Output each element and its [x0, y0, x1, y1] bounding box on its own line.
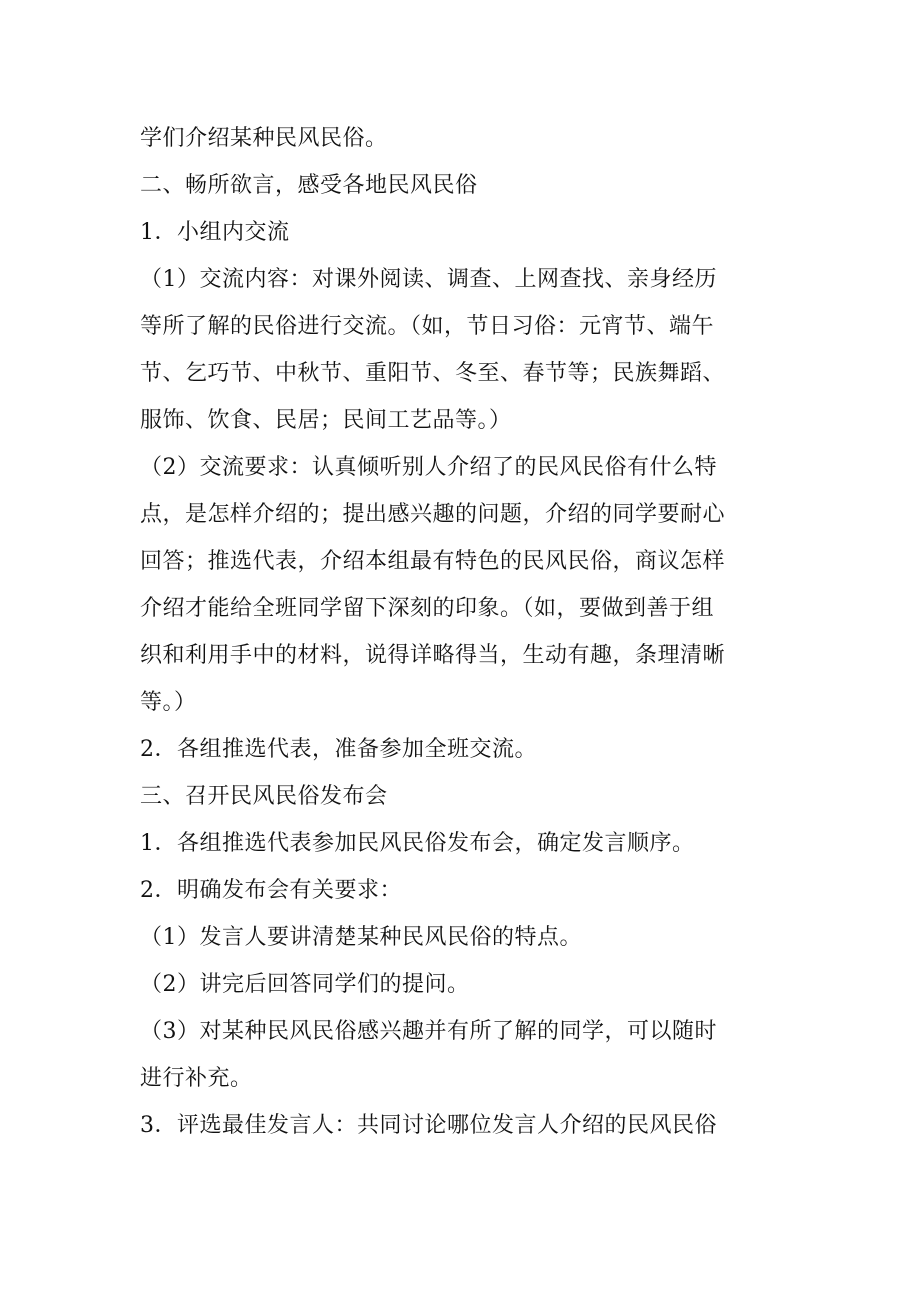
paragraph-line: 节、乞巧节、中秋节、重阳节、冬至、春节等；民族舞蹈、 — [140, 361, 726, 386]
paragraph-line: 等。） — [140, 690, 197, 715]
document-page — [140, 115, 772, 1149]
continuation-line: 学们介绍某种民风民俗。 — [140, 126, 388, 151]
paragraph-line: 回答；推选代表，介绍本组最有特色的民风民俗，商议怎样 — [140, 549, 726, 574]
requirement-3-paragraph — [140, 1008, 772, 1102]
section-heading-3: 三、召开民风民俗发布会 — [140, 784, 388, 809]
item-requirements: 2．明确发布会有关要求： — [140, 878, 402, 903]
paragraph-line: 织和利用手中的材料，说得详略得当，生动有趣，条理清晰 — [140, 643, 726, 668]
paragraph-line: 介绍才能给全班同学留下深刻的印象。（如，要做到善于组 — [140, 596, 715, 621]
paragraph-line: （2）交流要求：认真倾听别人介绍了的民风民俗有什么特 — [140, 455, 717, 480]
requirement-2: （2）讲完后回答同学们的提问。 — [140, 972, 470, 997]
paragraph-line: 等所了解的民俗进行交流。（如，节日习俗：元宵节、端午 — [140, 314, 715, 339]
item-press-conference-order: 1．各组推选代表参加民风民俗发布会，确定发言顺序。 — [140, 831, 695, 856]
requirement-1: （1）发言人要讲清楚某种民风民俗的特点。 — [140, 925, 582, 950]
subheading-group-exchange: 1．小组内交流 — [140, 220, 290, 245]
exchange-requirements-paragraph — [140, 444, 772, 726]
paragraph-line: （1）交流内容：对课外阅读、调查、上网查找、亲身经历 — [140, 267, 717, 292]
paragraph-line: 进行补充。 — [140, 1066, 253, 1091]
section-heading-2: 二、畅所欲言，感受各地民风民俗 — [140, 173, 478, 198]
paragraph-line: （3）对某种民风民俗感兴趣并有所了解的同学，可以随时 — [140, 1019, 717, 1044]
item-best-speaker: 3．评选最佳发言人：共同讨论哪位发言人介绍的民风民俗 — [140, 1113, 717, 1138]
exchange-content-paragraph — [140, 256, 772, 444]
paragraph-line: 点，是怎样介绍的；提出感兴趣的问题，介绍的同学要耐心 — [140, 502, 726, 527]
paragraph-line: 服饰、饮食、民居；民间工艺品等。） — [140, 408, 512, 433]
item-select-representative: 2．各组推选代表，准备参加全班交流。 — [140, 737, 537, 762]
